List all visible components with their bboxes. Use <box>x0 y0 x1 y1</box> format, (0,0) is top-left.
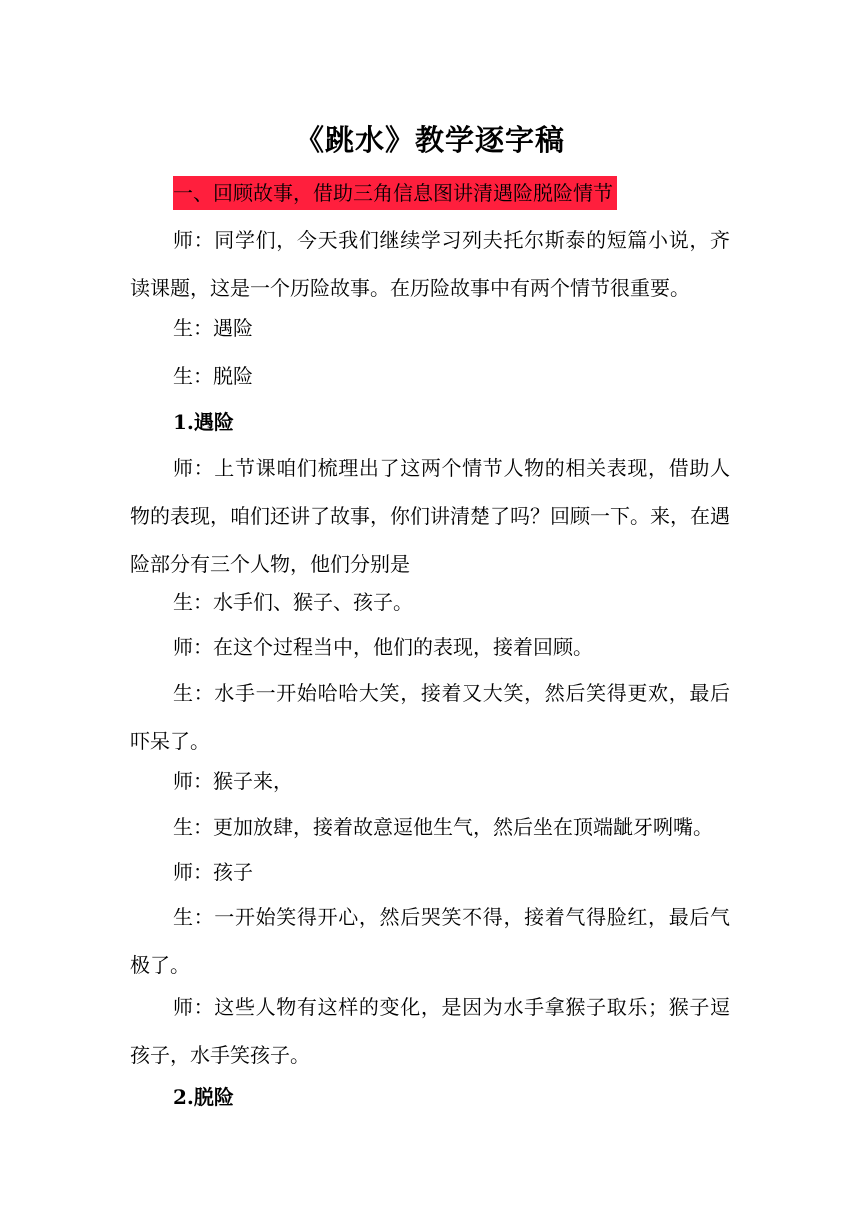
paragraph: 师：这些人物有这样的变化，是因为水手拿猴子取乐；猴子逗孩子，水手笑孩子。 <box>130 995 730 1067</box>
paragraph: 生：更加放肆，接着故意逗他生气，然后坐在顶端龇牙咧嘴。 <box>173 815 713 839</box>
paragraph: 生：水手们、猴子、孩子。 <box>173 590 413 614</box>
paragraph: 师：孩子 <box>173 860 253 884</box>
paragraph: 生：脱险 <box>173 364 253 388</box>
subsection-heading: 2.脱险 <box>173 1085 234 1109</box>
paragraph: 生：一开始笑得开心，然后哭笑不得，接着气得脸红，最后气极了。 <box>130 905 730 977</box>
paragraph: 师：猴子来， <box>173 769 293 793</box>
paragraph: 师：上节课咱们梳理出了这两个情节人物的相关表现，借助人物的表现，咱们还讲了故事，你们讲清楚了吗？回顾一下。来，在遇险部分有三个人物，他们分别是 <box>130 456 730 576</box>
document-title: 《跳水》教学逐字稿 <box>294 123 565 157</box>
paragraph: 生：水手一开始哈哈大笑，接着又大笑，然后笑得更欢，最后吓呆了。 <box>130 681 730 753</box>
section-heading: 一、回顾故事，借助三角信息图讲清遇险脱险情节 <box>173 176 617 210</box>
subsection-heading: 1.遇险 <box>173 410 234 434</box>
paragraph: 师：在这个过程当中，他们的表现，接着回顾。 <box>173 635 593 659</box>
paragraph: 生：遇险 <box>173 316 253 340</box>
paragraph: 师：同学们，今天我们继续学习列夫托尔斯泰的短篇小说，齐读课题，这是一个历险故事。在历险故事中有两个情节很重要。 <box>130 228 730 300</box>
